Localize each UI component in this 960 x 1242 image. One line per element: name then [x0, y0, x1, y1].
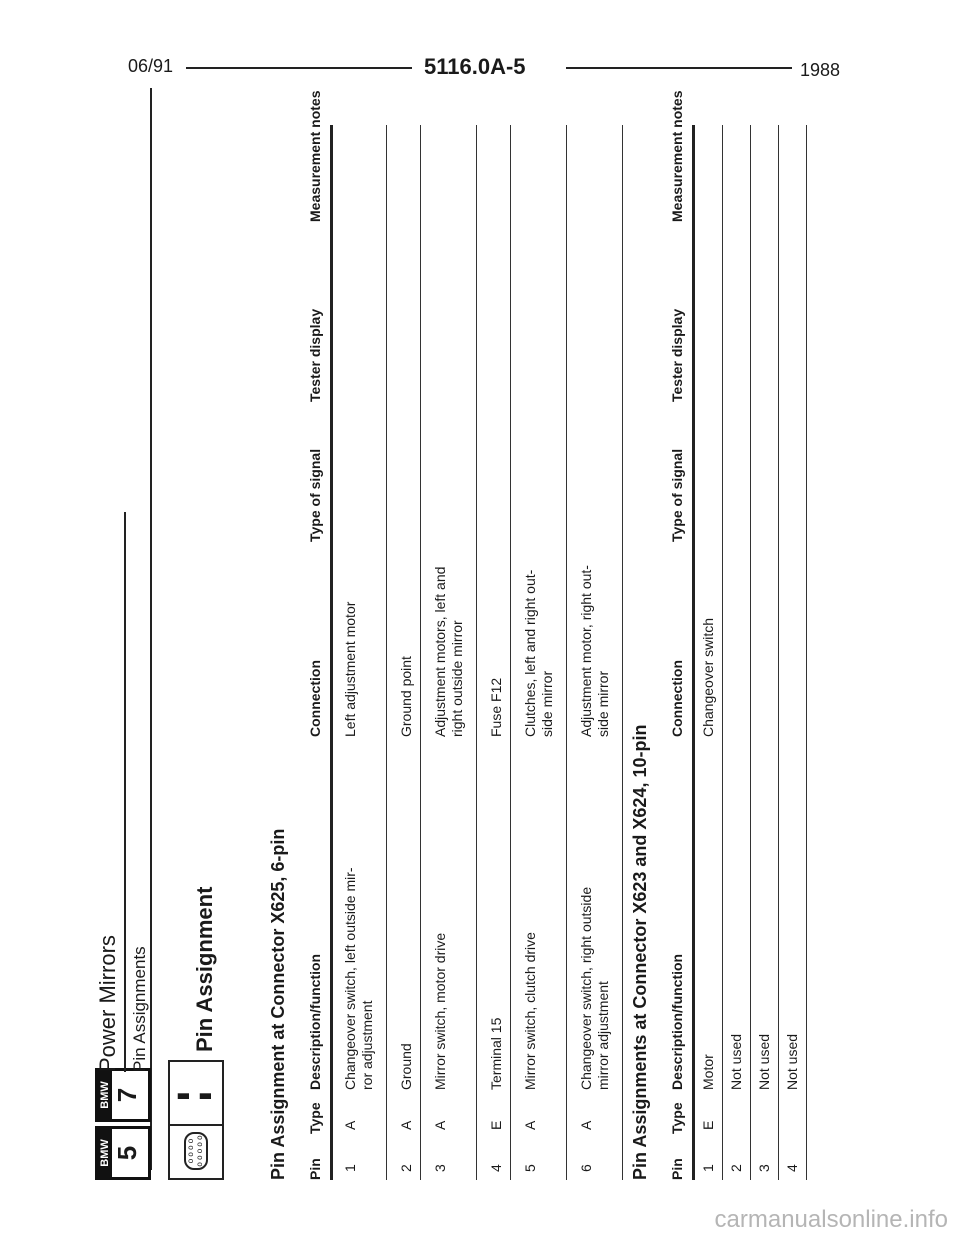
col-signal: Type of signal [307, 448, 323, 542]
socket-pins-icon: o o o o o o o o o [184, 1132, 208, 1170]
document-subtitle: Pin Assignments [130, 946, 149, 1072]
cell-description: Not used [728, 1033, 744, 1090]
col-type: Type [307, 1102, 323, 1134]
cell-type: A [522, 1120, 538, 1130]
section-heading: Pin Assignment [192, 886, 217, 1052]
table1-title: Pin Assignment at Connector X625, 6-pin [268, 828, 288, 1180]
table2-header-rule [692, 125, 695, 1180]
cell-pin: 4 [488, 1164, 504, 1172]
cell-connection: Ground point [398, 656, 414, 737]
logo-series: 7 [112, 1087, 142, 1103]
connector-icon [168, 1060, 224, 1126]
cell-pin: 2 [728, 1164, 744, 1172]
logo-brand: BMW [98, 1071, 112, 1119]
row-rule [510, 125, 511, 1180]
cell-description: Motor [700, 1054, 716, 1090]
col-pin: Pin [307, 1158, 323, 1180]
cell-pin: 3 [756, 1164, 772, 1172]
row-rule [386, 125, 387, 1180]
logo-series: 5 [112, 1145, 142, 1161]
row-rule [622, 125, 623, 1180]
cell-description: Mirror switch, motor drive [432, 932, 448, 1090]
connector-socket-icon: ▮ [196, 1092, 212, 1100]
row-rule [722, 125, 723, 1180]
cell-type: E [700, 1120, 716, 1130]
col-pin: Pin [669, 1158, 685, 1180]
table2-title: Pin Assignments at Connector X623 and X624, 10-pin [630, 724, 650, 1180]
cell-type: A [398, 1120, 414, 1130]
cell-pin: 4 [784, 1164, 800, 1172]
cell-description: Changeover switch, right outside mirror adjustment [578, 886, 611, 1090]
row-rule [420, 125, 421, 1180]
cell-connection: Adjustment motors, left and right outside mirror [432, 566, 465, 737]
cell-description: Ground [398, 1043, 414, 1090]
col-connection: Connection [307, 660, 323, 737]
logo-series-5 [95, 1126, 151, 1180]
col-tester: Tester display [669, 308, 685, 402]
cell-type: A [342, 1120, 358, 1130]
cell-type: A [432, 1120, 448, 1130]
document-title: Power Mirrors [95, 935, 120, 1072]
cell-pin: 5 [522, 1164, 538, 1172]
cell-connection: Clutches, left and right out- side mirror [522, 569, 555, 737]
cell-description: Mirror switch, clutch drive [522, 932, 538, 1090]
col-notes: Measurement notes [669, 90, 685, 222]
col-description: Description/function [307, 953, 323, 1090]
row-rule [566, 125, 567, 1180]
cell-pin: 6 [578, 1164, 594, 1172]
cell-description: Changeover switch, left outside mir- ror adjustment [342, 867, 375, 1090]
cell-description: Not used [756, 1033, 772, 1090]
row-rule [806, 125, 807, 1180]
table1-header-rule [330, 125, 333, 1180]
logo-series-7 [95, 1068, 151, 1122]
watermark: carmanualsonline.info [714, 1206, 948, 1233]
cell-pin: 1 [700, 1164, 716, 1172]
col-notes: Measurement notes [307, 90, 323, 222]
cell-type: A [578, 1120, 594, 1130]
cell-description: Not used [784, 1033, 800, 1090]
col-signal: Type of signal [669, 448, 685, 542]
logo-brand: BMW [98, 1129, 112, 1177]
col-description: Description/function [669, 953, 685, 1090]
socket-icon [168, 1124, 224, 1180]
row-rule [476, 125, 477, 1180]
cell-description: Terminal 15 [488, 1017, 504, 1090]
col-type: Type [669, 1102, 685, 1134]
cell-type: E [488, 1120, 504, 1130]
col-tester: Tester display [307, 308, 323, 402]
title-rule [124, 512, 126, 1072]
cell-pin: 1 [342, 1164, 358, 1172]
cell-connection: Changeover switch [700, 617, 716, 737]
bmw-series-logo [95, 1064, 151, 1180]
connector-plug-icon: ▮ [174, 1092, 190, 1100]
col-connection: Connection [669, 660, 685, 737]
header-year: 1988 [800, 60, 841, 80]
cell-connection: Left adjustment motor [342, 601, 358, 737]
cell-pin: 3 [432, 1164, 448, 1172]
cell-pin: 2 [398, 1164, 414, 1172]
header-date: 06/91 [128, 56, 174, 76]
row-rule [750, 125, 751, 1180]
header-doc-number: 5116.0A-5 [424, 54, 526, 79]
cell-connection: Fuse F12 [488, 677, 504, 737]
cell-connection: Adjustment motor, right out- side mirror [578, 565, 611, 737]
row-rule [778, 125, 779, 1180]
